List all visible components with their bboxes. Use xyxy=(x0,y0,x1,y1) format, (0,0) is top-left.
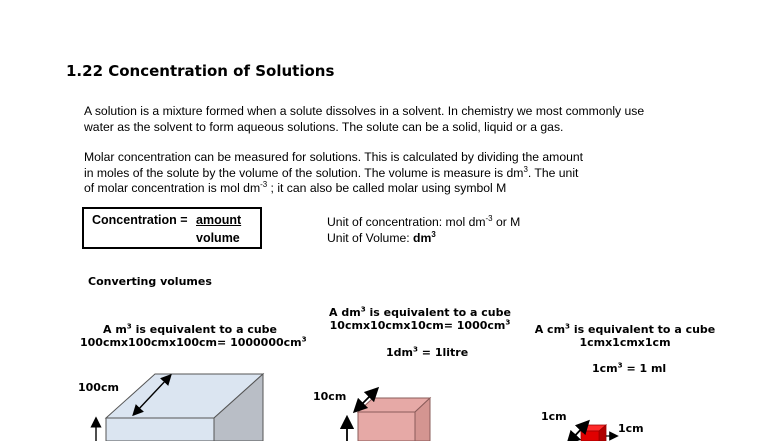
unit-vol-value: dm xyxy=(413,231,432,245)
m3-line-1-end: is equivalent to a cube xyxy=(131,323,278,336)
cm3-line-2: 1cmx1cmx1cm xyxy=(579,336,671,349)
dm3-line-1-end: is equivalent to a cube xyxy=(365,306,511,319)
cm3-line-1-end: is equivalent to a cube xyxy=(570,323,716,336)
m3-line-1-sup: 3 xyxy=(126,321,132,331)
m3-cube-front-face xyxy=(106,418,214,441)
cm3-equiv-end: = 1 ml xyxy=(622,362,667,375)
dm3-line-2-sup: 3 xyxy=(505,317,511,327)
dm3-equiv-text: 1dm xyxy=(386,346,413,359)
unit-vol-text: Unit of Volume: xyxy=(327,231,414,245)
dm3-line-2: 10cmx10cmx10cm= 1000cm xyxy=(329,319,506,332)
molar-line-3-end: ; it can also be called molar using symbol M xyxy=(267,181,507,195)
m3-line-1: A m xyxy=(102,323,127,336)
molar-line-1: Molar concentration can be measured for solutions. This is calculated by dividing the amount xyxy=(84,150,584,164)
intro-line-2: water as the solvent to form aqueous solutions. The solute can be a solid, liquid or a gas. xyxy=(84,119,564,134)
molar-line-3-sup: -3 xyxy=(260,179,268,189)
cm3-equiv-sup: 3 xyxy=(617,360,623,370)
m3-line-2-sup: 3 xyxy=(301,334,307,344)
m3-cube-label: 100cm xyxy=(78,381,119,394)
m3-cube xyxy=(96,374,263,441)
converting-heading: Converting volumes xyxy=(88,275,212,288)
cm3-cube xyxy=(571,425,614,441)
cm3-equiv-text: 1cm xyxy=(592,362,618,375)
cm3-line-1: A cm xyxy=(534,323,566,336)
dm3-cube xyxy=(347,392,430,441)
m3-line-2: 100cmx100cmx100cm= 1000000cm xyxy=(80,336,302,349)
unit-conc-text: Unit of concentration: mol dm xyxy=(327,215,486,229)
molar-line-2-end: . The unit xyxy=(527,165,579,180)
cm3-cube-label-left: 1cm xyxy=(541,410,567,423)
molar-line-3: of molar concentration is mol dm xyxy=(84,181,261,195)
formula-denominator: volume xyxy=(196,231,240,245)
molar-line-2-sup: 3 xyxy=(523,164,528,174)
cm3-cube-label-right: 1cm xyxy=(618,422,644,435)
molar-line-2: in moles of the solute by the volume of the solution. The volume is measure is dm xyxy=(84,165,524,180)
dm3-line-1-sup: 3 xyxy=(360,304,366,314)
page-title: 1.22 Concentration of Solutions xyxy=(66,62,335,80)
unit-vol-sup: 3 xyxy=(431,229,436,239)
intro-line-1: A solution is a mixture formed when a solute dissolves in a solvent. In chemistry we most commonly use xyxy=(84,104,645,118)
dm3-equiv-end: = 1litre xyxy=(417,346,469,359)
unit-conc-sup: -3 xyxy=(485,213,493,223)
cm3-cube-front-face xyxy=(581,431,599,441)
unit-conc-end: or M xyxy=(492,215,521,229)
cm3-line-1-sup: 3 xyxy=(565,321,571,331)
formula-label: Concentration = xyxy=(92,213,188,227)
formula-numerator: amount xyxy=(196,213,242,227)
dm3-cube-front-face xyxy=(358,412,415,441)
dm3-line-1: A dm xyxy=(329,306,361,319)
dm3-equiv-sup: 3 xyxy=(413,344,418,354)
dm3-cube-label-left: 10cm xyxy=(313,390,347,403)
